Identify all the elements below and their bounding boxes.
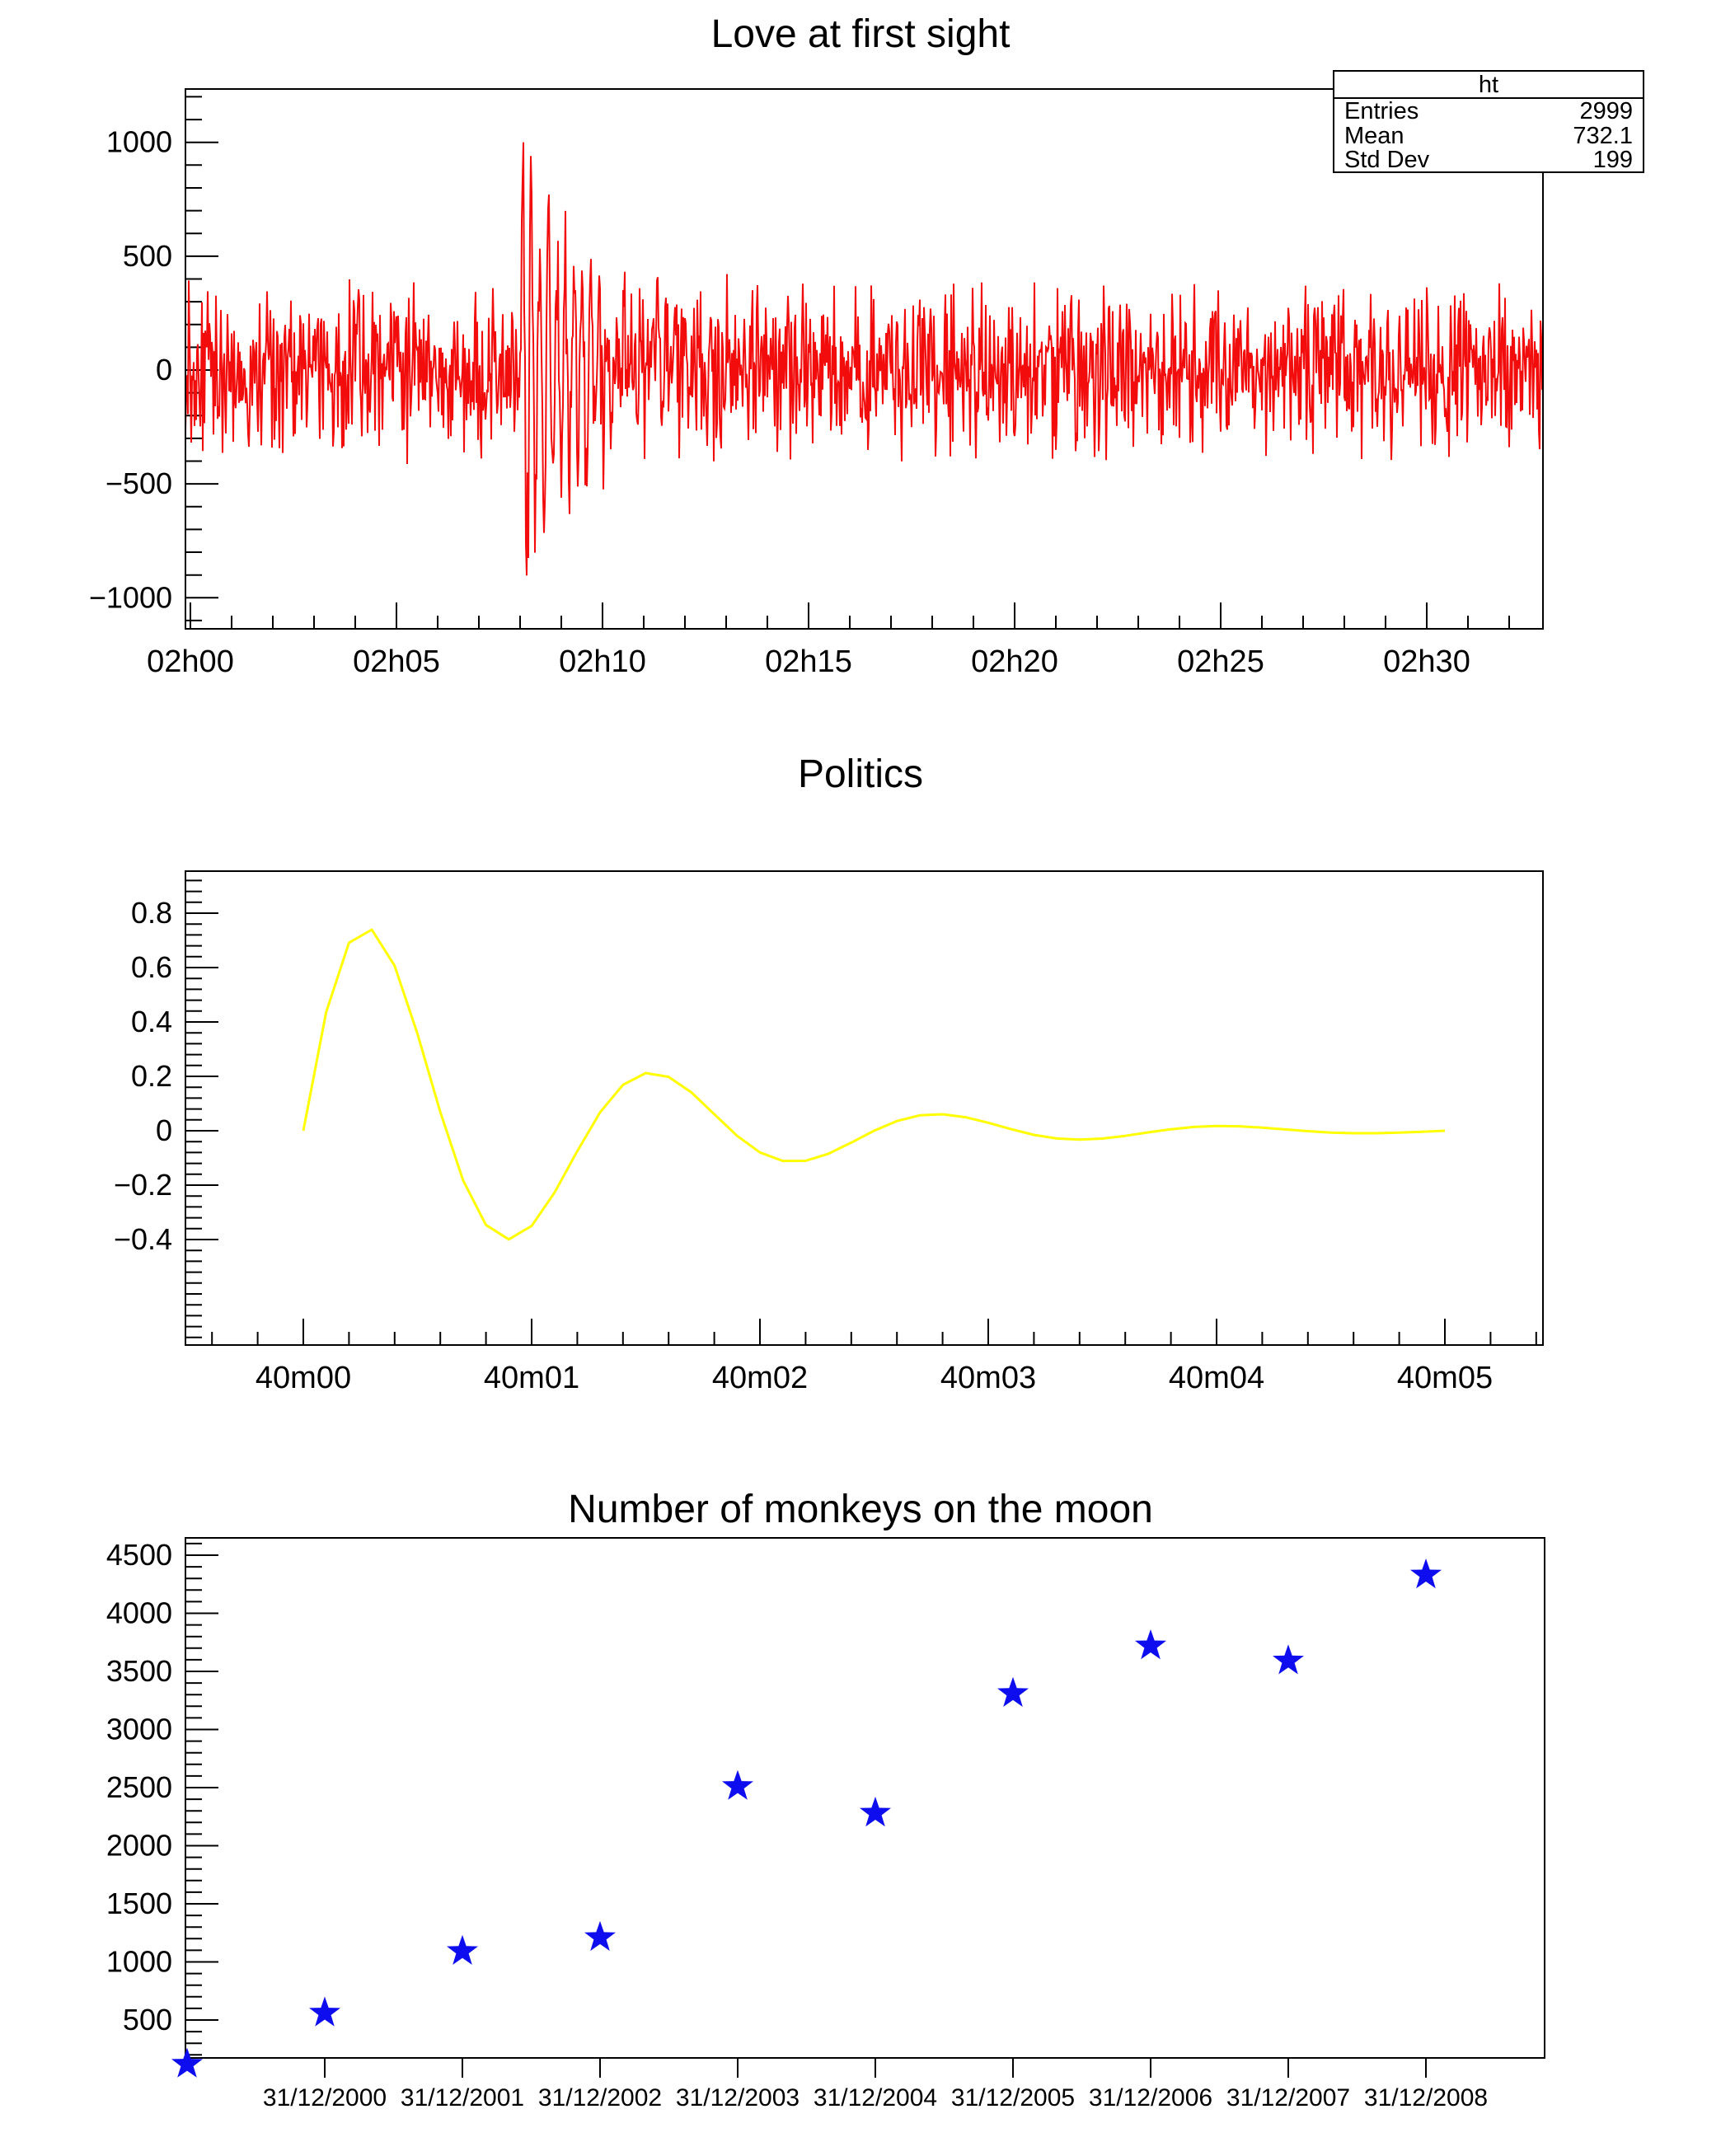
stats-box — [1333, 70, 1644, 173]
love-at-first-sight-x-tick-label: 02h30 — [1383, 644, 1470, 679]
politics-x-tick-label: 40m00 — [255, 1361, 352, 1395]
monkeys-on-the-moon-star-marker — [1410, 1558, 1442, 1588]
chart-title-love-at-first-sight: Love at first sight — [710, 12, 1011, 56]
love-at-first-sight-y-tick-label: 0 — [155, 353, 172, 387]
love-at-first-sight-y-tick-label: −500 — [105, 466, 172, 501]
politics-x-tick-label: 40m03 — [940, 1361, 1037, 1395]
politics-x-tick-label: 40m05 — [1396, 1361, 1494, 1395]
politics-y-tick-label: 0.4 — [130, 1005, 172, 1038]
monkeys-on-the-moon-star-marker — [171, 2048, 203, 2078]
stats-row-entries — [1334, 99, 1643, 124]
love-at-first-sight-y-tick-label: 500 — [122, 238, 172, 273]
monkeys-on-the-moon-star-marker — [1135, 1629, 1166, 1659]
monkeys-on-the-moon-star-marker — [722, 1770, 753, 1800]
monkeys-on-the-moon-y-tick-label: 4000 — [106, 1596, 172, 1630]
politics-x-tick-label: 40m04 — [1168, 1361, 1265, 1395]
politics-x-tick-label: 40m02 — [711, 1361, 809, 1395]
politics-y-tick-label: −0.2 — [113, 1168, 172, 1202]
monkeys-on-the-moon-x-tick-label: 31/12/2005 — [950, 2084, 1076, 2111]
politics-y-tick-label: 0.8 — [130, 896, 172, 930]
chart-title-politics: Politics — [797, 752, 924, 796]
monkeys-on-the-moon-y-tick-label: 2000 — [106, 1828, 172, 1863]
love-at-first-sight-series-line — [185, 143, 1543, 576]
love-at-first-sight-x-tick-label: 02h25 — [1177, 644, 1264, 679]
monkeys-on-the-moon-y-tick-label: 4500 — [106, 1538, 172, 1572]
politics-x-tick-label: 40m01 — [483, 1361, 580, 1395]
politics-frame — [185, 871, 1543, 1345]
monkeys-on-the-moon-x-tick-label: 31/12/2006 — [1088, 2084, 1213, 2111]
politics-y-tick-label: 0.2 — [130, 1059, 172, 1093]
stats-row-mean — [1334, 124, 1643, 148]
monkeys-on-the-moon-y-tick-label: 1000 — [106, 1944, 172, 1979]
stats-box-histogram-name: ht — [1334, 72, 1643, 99]
love-at-first-sight-x-tick-label: 02h10 — [559, 644, 646, 679]
monkeys-on-the-moon-x-tick-label: 31/12/2001 — [400, 2084, 525, 2111]
love-at-first-sight-x-tick-label: 02h05 — [353, 644, 440, 679]
chart-title-monkeys: Number of monkeys on the moon — [568, 1488, 1153, 1531]
stats-stddev-value: 199 — [1592, 147, 1633, 173]
monkeys-on-the-moon-frame — [185, 1538, 1545, 2058]
stats-row-stddev — [1334, 148, 1643, 172]
politics-y-tick-label: −0.4 — [113, 1222, 172, 1256]
stats-stddev-label: Std Dev — [1344, 147, 1430, 173]
monkeys-on-the-moon-x-tick-label: 31/12/2000 — [262, 2084, 387, 2111]
love-at-first-sight-x-tick-label: 02h20 — [971, 644, 1058, 679]
monkeys-on-the-moon-x-tick-label: 31/12/2007 — [1226, 2084, 1351, 2111]
politics-series-line — [303, 930, 1445, 1240]
politics-y-tick-label: 0.6 — [130, 950, 172, 984]
monkeys-on-the-moon-x-tick-label: 31/12/2004 — [813, 2084, 938, 2111]
monkeys-on-the-moon-star-marker — [309, 1997, 340, 2027]
monkeys-on-the-moon-star-marker — [584, 1921, 616, 1951]
monkeys-on-the-moon-star-marker — [860, 1797, 891, 1826]
stats-mean-label: Mean — [1344, 122, 1404, 149]
monkeys-on-the-moon-star-marker — [997, 1677, 1029, 1707]
monkeys-on-the-moon-x-tick-label: 31/12/2008 — [1363, 2084, 1489, 2111]
politics-y-tick-label: 0 — [155, 1113, 172, 1147]
love-at-first-sight-y-tick-label: 1000 — [106, 124, 172, 159]
monkeys-on-the-moon-x-tick-label: 31/12/2003 — [675, 2084, 800, 2111]
love-at-first-sight-x-tick-label: 02h15 — [765, 644, 852, 679]
monkeys-on-the-moon-star-marker — [447, 1935, 478, 1965]
monkeys-on-the-moon-y-tick-label: 500 — [122, 2003, 172, 2036]
monkeys-on-the-moon-y-tick-label: 1500 — [106, 1886, 172, 1920]
monkeys-on-the-moon-y-tick-label: 2500 — [106, 1770, 172, 1804]
monkeys-on-the-moon-y-tick-label: 3000 — [106, 1712, 172, 1746]
stats-entries-value: 2999 — [1579, 98, 1633, 124]
monkeys-on-the-moon-x-tick-label: 31/12/2002 — [537, 2084, 663, 2111]
love-at-first-sight-x-tick-label: 02h00 — [147, 644, 234, 679]
monkeys-on-the-moon-y-tick-label: 3500 — [106, 1654, 172, 1688]
stats-entries-label: Entries — [1344, 98, 1419, 124]
monkeys-on-the-moon-star-marker — [1273, 1644, 1304, 1674]
stats-mean-value: 732.1 — [1573, 122, 1633, 149]
love-at-first-sight-y-tick-label: −1000 — [88, 580, 172, 615]
